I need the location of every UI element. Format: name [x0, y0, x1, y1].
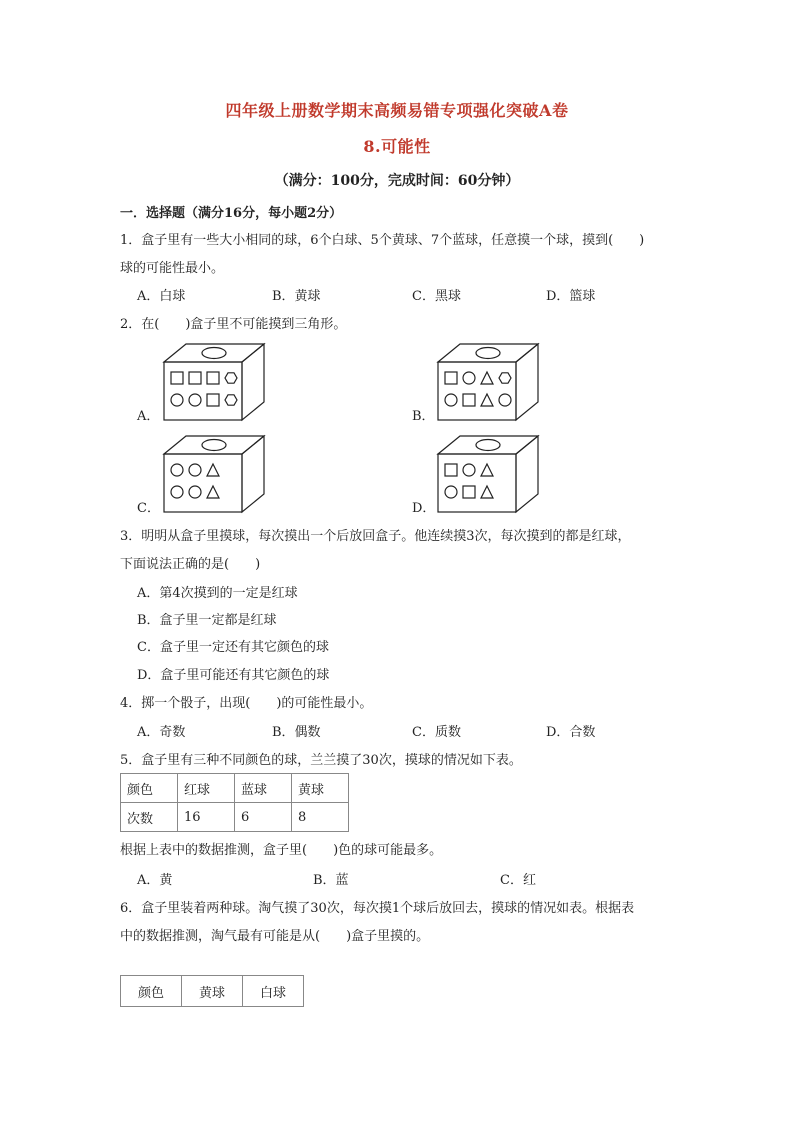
q1-option-d[interactable]: D．篮球	[546, 289, 596, 304]
box-opening	[202, 440, 226, 451]
box-c-figure	[160, 432, 270, 517]
score-info: （满分：100分，完成时间：60分钟）	[274, 173, 520, 189]
box-opening	[202, 348, 226, 359]
square-shape	[207, 394, 219, 406]
box-opening	[476, 348, 500, 359]
box-top-face	[438, 436, 538, 454]
table-cell: 颜色	[121, 774, 178, 803]
triangle-shape	[481, 486, 493, 498]
question-3-line1: 3．明明从盒子里摸球，每次摸出一个后放回盒子。他连续摸3次，每次摸到的都是红球，	[120, 529, 631, 544]
question-1-line2: 球的可能性最小。	[120, 261, 225, 276]
circle-shape	[463, 464, 475, 476]
section-heading: 一．选择题（满分16分，每小题2分）	[120, 206, 343, 221]
square-shape	[463, 394, 475, 406]
table-cell: 颜色	[121, 976, 182, 1007]
square-shape	[463, 486, 475, 498]
square-shape	[445, 464, 457, 476]
q2-option-a[interactable]: A．	[137, 409, 160, 424]
table-cell: 蓝球	[235, 774, 292, 803]
triangle-shape	[481, 464, 493, 476]
question-1-line1: 1．盒子里有一些大小相同的球，6个白球、5个黄球、7个蓝球，任意摸一个球，摸到( )	[120, 233, 645, 248]
box-side-face	[516, 344, 538, 420]
box-opening	[476, 440, 500, 451]
q1-option-a[interactable]: A．白球	[137, 289, 186, 304]
q1-option-b[interactable]: B．黄球	[272, 289, 321, 304]
circle-shape	[463, 372, 475, 384]
q4-option-a[interactable]: A．奇数	[137, 725, 186, 740]
box-top-face	[164, 436, 264, 454]
circle-shape	[171, 394, 183, 406]
box-side-face	[516, 436, 538, 512]
box-front-face	[164, 362, 242, 420]
circle-shape	[189, 486, 201, 498]
question-5-text: 5．盒子里有三种不同颜色的球，兰兰摸了30次，摸球的情况如下表。	[120, 753, 522, 768]
q5-option-a[interactable]: A．黄	[137, 873, 173, 888]
circle-shape	[445, 394, 457, 406]
table-cell: 8	[292, 803, 349, 832]
box-d-figure	[434, 432, 544, 517]
q5-option-b[interactable]: B．蓝	[313, 873, 349, 888]
q6-data-table	[120, 975, 304, 1007]
q4-option-d[interactable]: D．合数	[546, 725, 596, 740]
circle-shape	[189, 394, 201, 406]
box-side-face	[242, 344, 264, 420]
square-shape	[445, 372, 457, 384]
worksheet-title: 四年级上册数学期末高频易错专项强化突破A卷	[225, 101, 569, 120]
box-front-face	[164, 454, 242, 512]
q3-option-a[interactable]: A．第4次摸到的一定是红球	[137, 586, 298, 601]
q3-option-c[interactable]: C．盒子里一定还有其它颜色的球	[137, 640, 329, 655]
q4-option-c[interactable]: C．质数	[412, 725, 461, 740]
q1-option-c[interactable]: C．黑球	[412, 289, 461, 304]
question-2-text: 2．在( )盒子里不可能摸到三角形。	[120, 317, 347, 332]
question-4-text: 4．掷一个骰子，出现( )的可能性最小。	[120, 696, 373, 711]
q2-option-b[interactable]: B．	[412, 409, 435, 424]
box-front-face	[438, 454, 516, 512]
hexagon-shape	[225, 373, 237, 383]
box-a-figure	[160, 340, 270, 425]
circle-shape	[171, 486, 183, 498]
table-cell: 白球	[243, 976, 304, 1007]
table-cell: 红球	[178, 774, 235, 803]
table-cell: 次数	[121, 803, 178, 832]
q3-option-b[interactable]: B．盒子里一定都是红球	[137, 613, 277, 628]
question-6-line2: 中的数据推测，淘气最有可能是从( )盒子里摸的。	[120, 929, 430, 944]
square-shape	[171, 372, 183, 384]
q2-option-d[interactable]: D．	[412, 501, 436, 516]
q5-data-table	[120, 773, 349, 832]
circle-shape	[189, 464, 201, 476]
box-b-figure	[434, 340, 544, 425]
box-front-face	[438, 362, 516, 420]
table-cell: 16	[178, 803, 235, 832]
triangle-shape	[481, 394, 493, 406]
box-side-face	[242, 436, 264, 512]
hexagon-shape	[225, 395, 237, 405]
question-3-line2: 下面说法正确的是( )	[120, 557, 261, 572]
triangle-shape	[207, 464, 219, 476]
question-5-after: 根据上表中的数据推测，盒子里( )色的球可能最多。	[120, 843, 443, 858]
table-row	[121, 976, 304, 1007]
table-cell: 黄球	[182, 976, 243, 1007]
q4-option-b[interactable]: B．偶数	[272, 725, 321, 740]
q5-option-c[interactable]: C．红	[500, 873, 536, 888]
square-shape	[189, 372, 201, 384]
circle-shape	[171, 464, 183, 476]
question-6-line1: 6．盒子里装着两种球。淘气摸了30次，每次摸1个球后放回去，摸球的情况如表。根据表	[120, 901, 635, 916]
table-cell: 黄球	[292, 774, 349, 803]
q2-option-c[interactable]: C．	[137, 501, 160, 516]
circle-shape	[445, 486, 457, 498]
box-top-face	[164, 344, 264, 362]
q3-option-d[interactable]: D．盒子里可能还有其它颜色的球	[137, 668, 330, 683]
table-cell: 6	[235, 803, 292, 832]
hexagon-shape	[499, 373, 511, 383]
worksheet-subtitle: 8.可能性	[363, 137, 431, 156]
triangle-shape	[207, 486, 219, 498]
table-row	[121, 803, 349, 832]
triangle-shape	[481, 372, 493, 384]
square-shape	[207, 372, 219, 384]
circle-shape	[499, 394, 511, 406]
table-row	[121, 774, 349, 803]
box-top-face	[438, 344, 538, 362]
